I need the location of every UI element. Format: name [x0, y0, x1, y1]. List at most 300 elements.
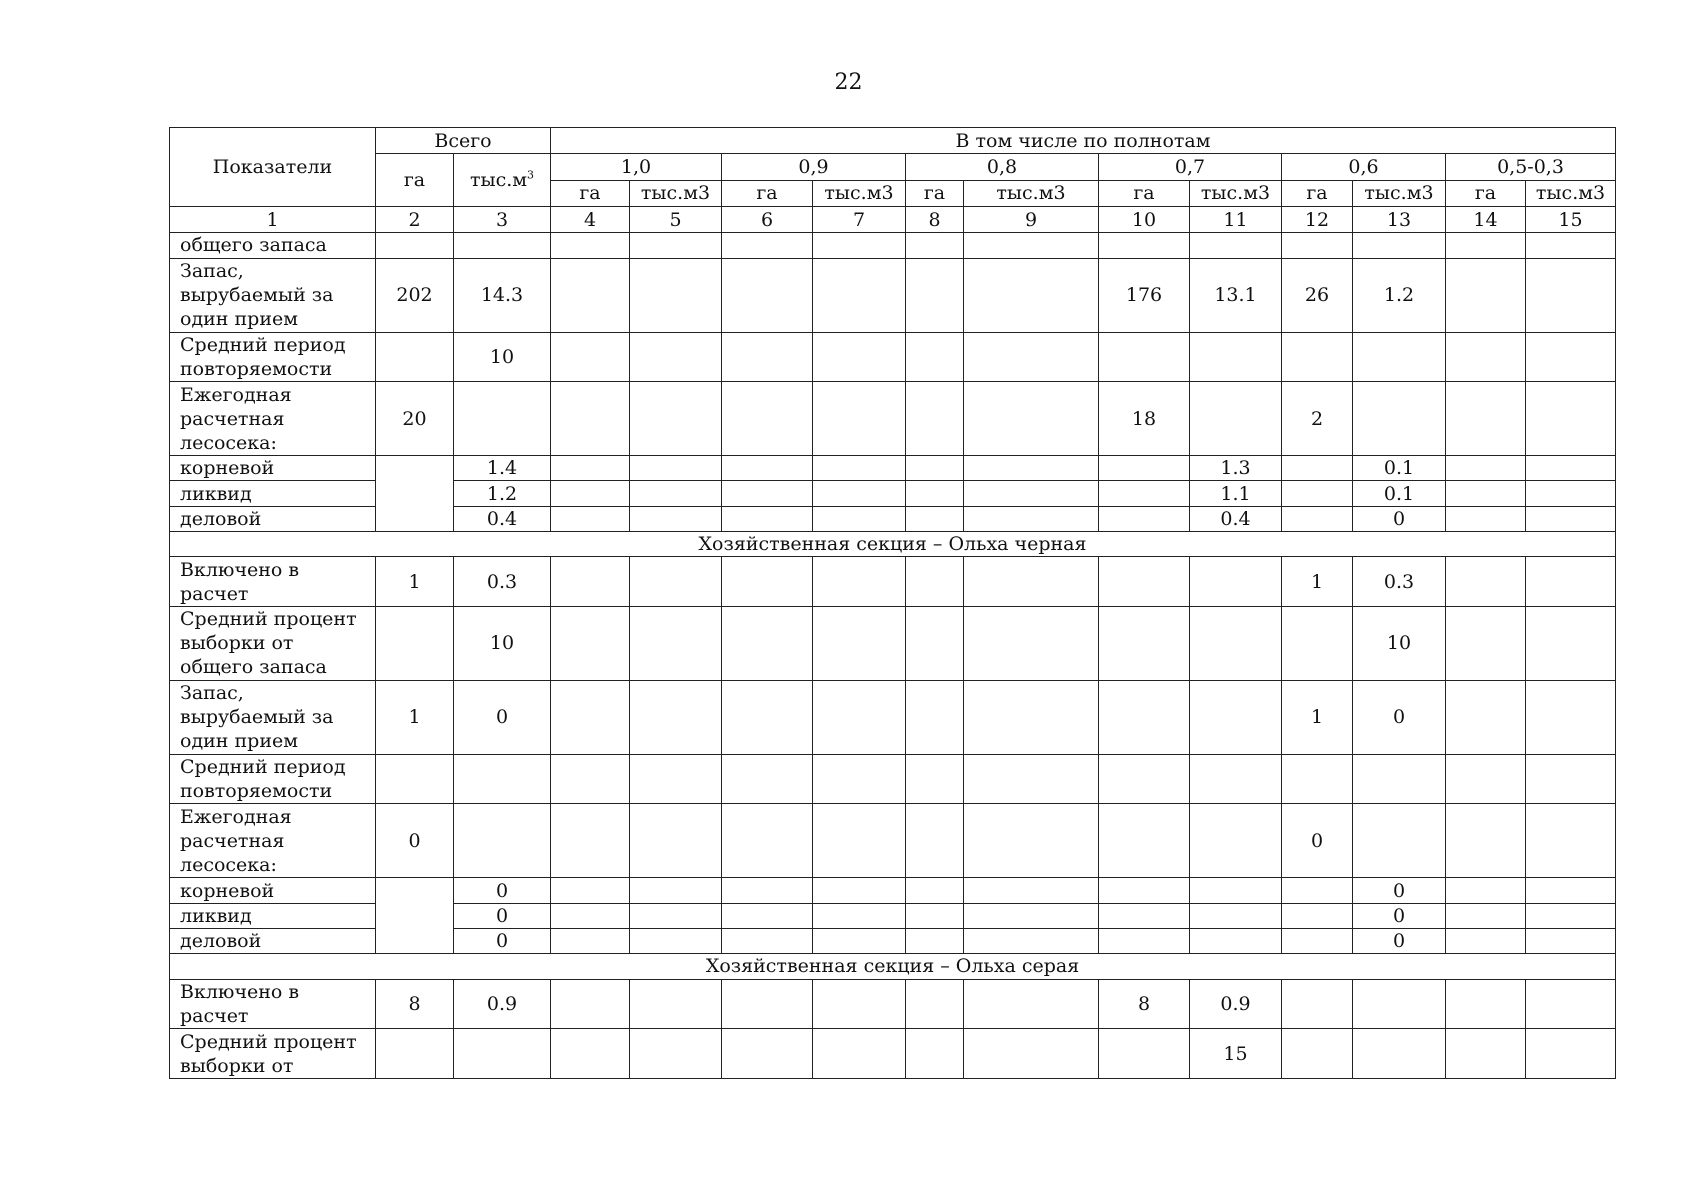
- header-total-ha: га: [376, 154, 454, 207]
- table-cell: [1190, 903, 1282, 928]
- table-cell: [906, 557, 964, 607]
- table-cell: [722, 928, 813, 953]
- table-cell: [722, 557, 813, 607]
- table-cell: [551, 258, 630, 332]
- table-cell: [630, 903, 722, 928]
- table-cell: [1526, 680, 1616, 754]
- table-cell: 13.1: [1190, 258, 1282, 332]
- table-cell: [1099, 481, 1190, 506]
- table-cell: 0: [454, 878, 551, 903]
- table-cell: [964, 606, 1099, 680]
- table-row: [170, 557, 1616, 607]
- table-cell: [964, 481, 1099, 506]
- table-cell: [630, 804, 722, 878]
- table-cell: [964, 557, 1099, 607]
- table-cell: 1: [376, 680, 454, 754]
- table-cell: [813, 606, 906, 680]
- table-cell: [551, 903, 630, 928]
- table-cell: [630, 928, 722, 953]
- table-cell: [1446, 606, 1526, 680]
- table-cell: [1446, 481, 1526, 506]
- table-cell: [1190, 382, 1282, 456]
- row-label: общего запаса: [170, 233, 376, 258]
- table-row: [170, 804, 1616, 878]
- table-cell: [722, 979, 813, 1029]
- table-cell: [722, 878, 813, 903]
- table-cell: [964, 754, 1099, 804]
- table-cell: [376, 606, 454, 680]
- table-cell: 1.4: [454, 456, 551, 481]
- table-cell: [813, 754, 906, 804]
- table-cell: [964, 878, 1099, 903]
- table-cell: [1099, 332, 1190, 382]
- table-cell: [964, 928, 1099, 953]
- table-cell: [813, 258, 906, 332]
- row-label: ликвид: [170, 903, 376, 928]
- table-cell: 0: [376, 804, 454, 878]
- table-cell: 0: [1282, 804, 1353, 878]
- header-density-5: 0,6: [1282, 154, 1446, 180]
- table-cell: [1446, 680, 1526, 754]
- table-cell: [1353, 332, 1446, 382]
- table-cell: [551, 506, 630, 531]
- table-cell: [964, 903, 1099, 928]
- table-cell: [1282, 754, 1353, 804]
- sub-header-ha: га: [1099, 180, 1190, 206]
- table-cell: [630, 557, 722, 607]
- table-cell: 0: [454, 928, 551, 953]
- header-by-density: В том числе по полнотам: [551, 128, 1616, 154]
- table-cell: [376, 233, 454, 258]
- table-cell: [1446, 258, 1526, 332]
- table-cell: 0.9: [454, 979, 551, 1029]
- table-row: [170, 606, 1616, 680]
- table-cell: [906, 606, 964, 680]
- table-cell: [630, 258, 722, 332]
- table-row: [170, 878, 1616, 903]
- table-cell: [1190, 606, 1282, 680]
- table-cell: 202: [376, 258, 454, 332]
- table-cell: [813, 233, 906, 258]
- sub-header-volume: тыс.м3: [1190, 180, 1282, 206]
- table-cell: [551, 878, 630, 903]
- column-number: 4: [551, 206, 630, 232]
- table-cell: [551, 332, 630, 382]
- sub-header-ha: га: [1282, 180, 1353, 206]
- table-row: [170, 979, 1616, 1029]
- header-density-2: 0,9: [722, 154, 906, 180]
- table-cell: [1526, 557, 1616, 607]
- table-cell: [964, 332, 1099, 382]
- table-cell: [964, 979, 1099, 1029]
- table-cell: [551, 606, 630, 680]
- table-cell: [964, 233, 1099, 258]
- table-cell: [454, 233, 551, 258]
- table-cell: [722, 456, 813, 481]
- table-cell: [376, 754, 454, 804]
- header-density-6: 0,5-0,3: [1446, 154, 1616, 180]
- table-cell: [722, 481, 813, 506]
- table-cell: 0.1: [1353, 481, 1446, 506]
- table-cell: [1190, 804, 1282, 878]
- table-cell: [1099, 928, 1190, 953]
- table-cell: [454, 804, 551, 878]
- row-label: ликвид: [170, 481, 376, 506]
- table-cell: [906, 903, 964, 928]
- table-cell: [454, 1029, 551, 1079]
- table-cell: 0.9: [1190, 979, 1282, 1029]
- table-cell: [722, 332, 813, 382]
- table-cell: [551, 979, 630, 1029]
- table-cell: [906, 332, 964, 382]
- table-cell: [906, 979, 964, 1029]
- table-cell: [813, 928, 906, 953]
- table-cell: [630, 332, 722, 382]
- table-cell: [813, 382, 906, 456]
- table-cell: [1526, 1029, 1616, 1079]
- table-cell: [813, 332, 906, 382]
- table-cell: [1526, 382, 1616, 456]
- table-cell: [551, 1029, 630, 1079]
- table-cell: 1.2: [1353, 258, 1446, 332]
- table-cell: 0: [1353, 506, 1446, 531]
- table-cell: [1190, 754, 1282, 804]
- table-cell: 0.4: [454, 506, 551, 531]
- table-cell: [1526, 928, 1616, 953]
- table-cell: [630, 456, 722, 481]
- table-cell: [813, 979, 906, 1029]
- table-cell: [722, 680, 813, 754]
- table-cell: [1282, 233, 1353, 258]
- table-cell: [1353, 1029, 1446, 1079]
- table-cell: [964, 456, 1099, 481]
- table-cell: [1099, 878, 1190, 903]
- table-cell: 18: [1099, 382, 1190, 456]
- column-number: 5: [630, 206, 722, 232]
- table-cell: [1446, 456, 1526, 481]
- table-cell: [1446, 754, 1526, 804]
- table-cell: [1190, 557, 1282, 607]
- table-cell: [906, 878, 964, 903]
- table-cell: 0: [1353, 903, 1446, 928]
- table-cell: [630, 680, 722, 754]
- table-cell: [906, 1029, 964, 1079]
- table-cell: 1.3: [1190, 456, 1282, 481]
- table-cell: [551, 680, 630, 754]
- table-cell: [722, 903, 813, 928]
- table-cell: [1099, 680, 1190, 754]
- table-row: [170, 233, 1616, 258]
- column-number: 11: [1190, 206, 1282, 232]
- table-cell: [1446, 804, 1526, 878]
- table-cell: [813, 804, 906, 878]
- column-number: 14: [1446, 206, 1526, 232]
- table-cell: [1446, 878, 1526, 903]
- table-cell: 0.4: [1190, 506, 1282, 531]
- table-cell: [1282, 506, 1353, 531]
- table-cell: [906, 754, 964, 804]
- table-cell: [1190, 332, 1282, 382]
- table-cell: 10: [454, 332, 551, 382]
- table-cell: [1526, 233, 1616, 258]
- table-cell: [722, 506, 813, 531]
- table-cell: [1099, 606, 1190, 680]
- sub-header-volume: тыс.м3: [1526, 180, 1616, 206]
- table-cell: [813, 456, 906, 481]
- table-cell: [906, 680, 964, 754]
- table-cell: [1353, 804, 1446, 878]
- allowable-cut-table: [169, 127, 1616, 1079]
- table-cell: [1446, 233, 1526, 258]
- column-number: 12: [1282, 206, 1353, 232]
- table-cell: [1526, 903, 1616, 928]
- sub-header-volume: тыс.м3: [630, 180, 722, 206]
- page-number: 22: [834, 70, 863, 95]
- row-label: Ежегодная расчетная лесосека:: [170, 804, 376, 878]
- row-label: деловой: [170, 506, 376, 531]
- column-number: 15: [1526, 206, 1616, 232]
- table-cell: [1526, 258, 1616, 332]
- column-number: 6: [722, 206, 813, 232]
- section-title-row: [170, 954, 1616, 979]
- table-cell: [906, 258, 964, 332]
- header-total: Всего: [376, 128, 551, 154]
- table-cell: [964, 382, 1099, 456]
- row-label: Запас, вырубаемый за один прием: [170, 680, 376, 754]
- table-cell: 1.1: [1190, 481, 1282, 506]
- table-cell: [1282, 979, 1353, 1029]
- table-cell: 0: [1353, 878, 1446, 903]
- table-cell: [1190, 928, 1282, 953]
- table-cell: [964, 258, 1099, 332]
- table-cell: [1526, 481, 1616, 506]
- table-cell: [454, 382, 551, 456]
- row-label: Средний период повторяемости: [170, 332, 376, 382]
- sub-header-ha: га: [906, 180, 964, 206]
- table-cell: [906, 233, 964, 258]
- sub-header-ha: га: [1446, 180, 1526, 206]
- table-cell: 0: [454, 680, 551, 754]
- table-cell: 0: [454, 903, 551, 928]
- table-cell: [1282, 1029, 1353, 1079]
- table-cell: 20: [376, 382, 454, 456]
- table-cell: [551, 928, 630, 953]
- row-label: Включено в расчет: [170, 557, 376, 607]
- table-cell: [1353, 382, 1446, 456]
- table-cell: [551, 481, 630, 506]
- header-row-2: [170, 154, 1616, 180]
- table-cell: [1446, 332, 1526, 382]
- table-cell: [722, 258, 813, 332]
- table-cell: [1282, 928, 1353, 953]
- table-cell: 1: [1282, 680, 1353, 754]
- section-title-row: [170, 532, 1616, 557]
- table-cell: [1099, 557, 1190, 607]
- row-label: корневой: [170, 456, 376, 481]
- table-cell: [1099, 233, 1190, 258]
- table-cell: [1282, 903, 1353, 928]
- table-cell: [722, 804, 813, 878]
- table-cell: [1526, 754, 1616, 804]
- table-cell: [551, 754, 630, 804]
- table-cell: [813, 481, 906, 506]
- table-cell: [1526, 606, 1616, 680]
- row-label: Средний процент выборки от общего запаса: [170, 606, 376, 680]
- table-cell: [813, 878, 906, 903]
- table-cell: [813, 557, 906, 607]
- table-cell: [1282, 606, 1353, 680]
- column-number: 8: [906, 206, 964, 232]
- table-cell: [906, 456, 964, 481]
- table-cell: [454, 754, 551, 804]
- table-cell: 0.1: [1353, 456, 1446, 481]
- table-cell: 10: [454, 606, 551, 680]
- table-cell: [1446, 903, 1526, 928]
- table-cell: [1526, 878, 1616, 903]
- table-cell: 26: [1282, 258, 1353, 332]
- table-cell: 2: [1282, 382, 1353, 456]
- table-cell: [1526, 456, 1616, 481]
- table-cell: 8: [376, 979, 454, 1029]
- table-cell: [1526, 332, 1616, 382]
- column-number: 9: [964, 206, 1099, 232]
- table-cell: [906, 804, 964, 878]
- table-cell: [722, 382, 813, 456]
- table-cell: [722, 233, 813, 258]
- table-cell: [813, 903, 906, 928]
- table-cell: [1446, 1029, 1526, 1079]
- table-cell: [813, 506, 906, 531]
- table-cell: [1190, 878, 1282, 903]
- sub-header-volume: тыс.м3: [813, 180, 906, 206]
- sub-header-volume: тыс.м3: [964, 180, 1099, 206]
- table-row: [170, 332, 1616, 382]
- table-cell: 1: [1282, 557, 1353, 607]
- table-cell: [630, 233, 722, 258]
- row-label: деловой: [170, 928, 376, 953]
- table-cell: [964, 804, 1099, 878]
- sub-header-ha: га: [551, 180, 630, 206]
- table-cell: [1099, 903, 1190, 928]
- table-row: [170, 382, 1616, 456]
- header-volume-sup: 3: [527, 168, 535, 182]
- table-row: [170, 754, 1616, 804]
- table-row: [170, 456, 1616, 481]
- table-cell: [1353, 979, 1446, 1029]
- table-cell: [551, 456, 630, 481]
- table-cell: [1190, 233, 1282, 258]
- table-cell: 0.3: [454, 557, 551, 607]
- table-cell: [630, 481, 722, 506]
- table-cell: [1099, 456, 1190, 481]
- table-cell: [630, 606, 722, 680]
- table-cell: [813, 680, 906, 754]
- table-cell: 1: [376, 557, 454, 607]
- table-cell: [813, 1029, 906, 1079]
- column-number: 7: [813, 206, 906, 232]
- table-cell: 14.3: [454, 258, 551, 332]
- table-cell: [630, 506, 722, 531]
- merged-empty-cell: [376, 878, 454, 954]
- row-label: корневой: [170, 878, 376, 903]
- table-cell: [1099, 1029, 1190, 1079]
- table-cell: [906, 382, 964, 456]
- table-cell: [1190, 680, 1282, 754]
- sub-header-volume: тыс.м3: [1353, 180, 1446, 206]
- table-cell: 176: [1099, 258, 1190, 332]
- table-cell: [630, 878, 722, 903]
- sub-header-ha: га: [722, 180, 813, 206]
- table-cell: [964, 680, 1099, 754]
- header-volume-unit: тыс.м: [469, 169, 528, 192]
- table-cell: [376, 1029, 454, 1079]
- table-cell: [1282, 332, 1353, 382]
- column-number-row: [170, 206, 1616, 232]
- table-cell: [1099, 804, 1190, 878]
- row-label: Запас, вырубаемый за один прием: [170, 258, 376, 332]
- table-row: [170, 680, 1616, 754]
- table-cell: [551, 233, 630, 258]
- table-cell: [964, 1029, 1099, 1079]
- table-row: [170, 258, 1616, 332]
- table-cell: [1282, 481, 1353, 506]
- column-number: 1: [170, 206, 376, 232]
- table-cell: [722, 1029, 813, 1079]
- table-cell: [1446, 557, 1526, 607]
- header-density-1: 1,0: [551, 154, 722, 180]
- table-cell: [1446, 382, 1526, 456]
- row-label: Средний процент выборки от: [170, 1029, 376, 1079]
- table-cell: [1099, 754, 1190, 804]
- table-cell: [1282, 456, 1353, 481]
- header-density-4: 0,7: [1099, 154, 1282, 180]
- table-cell: [630, 1029, 722, 1079]
- header-density-3: 0,8: [906, 154, 1099, 180]
- row-label: Средний период повторяемости: [170, 754, 376, 804]
- header-indicators: Показатели: [170, 128, 376, 207]
- table-row: [170, 1029, 1616, 1079]
- table-cell: [906, 506, 964, 531]
- table-cell: [1353, 754, 1446, 804]
- header-row-1: [170, 128, 1616, 154]
- table-cell: [1282, 878, 1353, 903]
- section-title: Хозяйственная секция – Ольха черная: [170, 532, 1616, 557]
- table-cell: [1446, 979, 1526, 1029]
- table-cell: [630, 979, 722, 1029]
- table-cell: [1526, 506, 1616, 531]
- table-cell: [722, 606, 813, 680]
- table-cell: [1526, 804, 1616, 878]
- table-cell: [906, 928, 964, 953]
- table-cell: 15: [1190, 1029, 1282, 1079]
- table-cell: 0.3: [1353, 557, 1446, 607]
- table-cell: [630, 382, 722, 456]
- table-cell: [551, 557, 630, 607]
- table-cell: [376, 332, 454, 382]
- table-cell: 10: [1353, 606, 1446, 680]
- column-number: 2: [376, 206, 454, 232]
- column-number: 13: [1353, 206, 1446, 232]
- section-title: Хозяйственная секция – Ольха серая: [170, 954, 1616, 979]
- table-cell: 0: [1353, 680, 1446, 754]
- table-cell: [722, 754, 813, 804]
- table-cell: [1446, 506, 1526, 531]
- table-cell: 1.2: [454, 481, 551, 506]
- column-number: 10: [1099, 206, 1190, 232]
- row-label: Включено в расчет: [170, 979, 376, 1029]
- header-total-volume: [454, 154, 551, 207]
- table-cell: [964, 506, 1099, 531]
